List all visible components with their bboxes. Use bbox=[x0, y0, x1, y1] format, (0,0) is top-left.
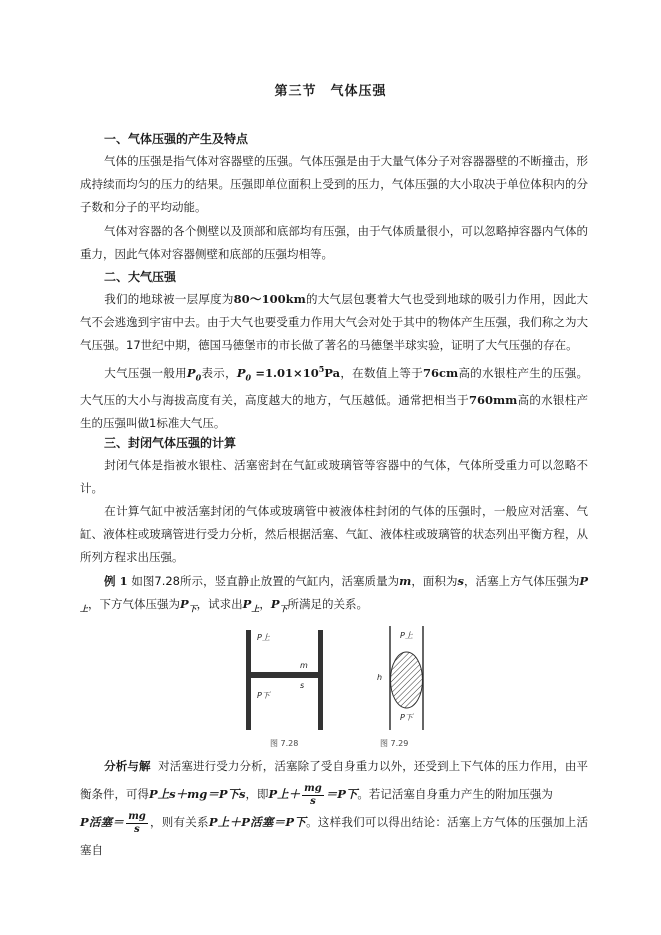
example-p-upper-2: $P_上$ bbox=[242, 597, 260, 614]
paragraph-2 bbox=[80, 220, 588, 266]
example-m: m bbox=[399, 574, 412, 588]
paragraph-5 bbox=[80, 454, 588, 500]
fig1-label-s: s bbox=[300, 681, 305, 690]
paragraph-5-text: 封闭气体是指被水银柱、活塞密封在气缸或玻璃管等容器中的气体，气体所受重力可以忽略不计。 bbox=[80, 458, 588, 495]
liquid-column bbox=[391, 652, 423, 708]
paragraph-1-text: 气体的压强是指气体对容器壁的压强。气体压强是由于大量气体分子对容器器壁的不断撞击，形成持续而均匀的压力的结果。压强即单位面积上受到的压力，气体压强的大小取决于单位体积内的分子数和分子的平均动能。 bbox=[80, 154, 588, 214]
p4-text-i: 高的水银柱产生的压强。大气压的大小与海拔高度有关，高度越大的地方，气压越低。通常把相当于 bbox=[80, 365, 589, 408]
analysis-text-b: ，即 bbox=[245, 787, 269, 801]
fig1-caption: 图 7.28 bbox=[270, 739, 299, 748]
p4-text-k: 高的水银柱产生的压强叫做1标准大气压。 bbox=[80, 393, 588, 431]
example-p-lower-2: $P_下$ bbox=[270, 597, 288, 614]
figures bbox=[230, 622, 460, 752]
example-text-d: ，下方气体压强为 bbox=[88, 597, 180, 611]
p4-symbol-p0-b: $P_0$ bbox=[236, 365, 252, 383]
p4-76cm: 76cm bbox=[423, 365, 459, 380]
p3-text-a: 我们的地球被一层厚度为 bbox=[104, 292, 234, 306]
p3-bold-range: 80～100km bbox=[233, 292, 306, 306]
piston bbox=[251, 672, 318, 678]
analysis-eq3: P上＋P活塞＝P下 bbox=[208, 815, 307, 829]
paragraph-3 bbox=[80, 288, 588, 357]
fig1-label-bottom: P下 bbox=[257, 691, 270, 700]
analysis-text-d: ，则有关系 bbox=[149, 815, 209, 829]
p4-value: $=1.01\times 10^5Pa$ bbox=[251, 364, 341, 380]
figure-7-28 bbox=[246, 630, 323, 748]
fig2-caption: 图 7.29 bbox=[380, 739, 409, 748]
section-heading-2: 二、大气压强 bbox=[104, 270, 177, 284]
fig1-label-m: m bbox=[300, 661, 308, 670]
p4-text-c: 表示， bbox=[201, 365, 237, 380]
paragraph-1 bbox=[80, 150, 588, 219]
paragraph-2-text: 气体对容器的各个侧壁以及顶部和底部均有压强，由于气体质量很小，可以忽略掉容器内气体的重力，因此气体对容器侧壁和底部的压强均相等。 bbox=[80, 224, 588, 261]
example-p-upper: $P_上$ bbox=[80, 574, 589, 614]
fig2-label-h: h bbox=[377, 673, 383, 682]
paragraph-6-text: 在计算气缸中被活塞封闭的气体或玻璃管中被液体柱封闭的气体的压强时，一般应对活塞、气缸、液体柱或玻璃管进行受力分析，然后根据活塞、气缸、液体柱或玻璃管的状态列出平衡方程，从所列方程求出压强。 bbox=[80, 504, 588, 564]
example-text-e: ，试求出 bbox=[196, 597, 243, 611]
example-s: s bbox=[457, 574, 464, 588]
analysis-text-a: 对活塞进行受力分析，活塞除了受自身重力以外，还受到上下气体的压力作用，由平衡条件，可得 bbox=[80, 759, 589, 801]
p3-text-c: 的大气层包裹着大气也受到地球的吸引力作用，因此大气不会逃逸到宇宙中去。由于大气也要受重力作用大气会对处于其中的物体产生压强，我们称之为大气压强。17世纪中期，德国马德堡市的市长做了著名的马德堡半球实验，证明了大气压强的存在。 bbox=[80, 292, 588, 352]
page-title: 第三节 气体压强 bbox=[274, 84, 387, 99]
example-text-a: 如图7.28所示，竖直静止放置的气缸内，活塞质量为 bbox=[131, 574, 400, 588]
example-text-b: ，面积为 bbox=[411, 574, 458, 588]
cylinder-right-wall bbox=[318, 630, 323, 730]
p4-text-g: ，在数值上等于 bbox=[340, 365, 423, 380]
example-1: 例 1 如图7.28所示，竖直静止放置的气缸内，活塞质量为m，面积为s，活塞上方气体压强为$P_上$，下方气体压强为$P_下$，试求出$P_上$，$P_下$所满足的关系。 bbox=[80, 574, 589, 614]
paragraph-6 bbox=[80, 500, 588, 569]
example-text-c: ，活塞上方气体压强为 bbox=[463, 574, 580, 588]
example-label: 例 1 bbox=[104, 574, 128, 588]
p4-760mm: 760mm bbox=[468, 393, 518, 408]
figure-7-29 bbox=[377, 626, 423, 748]
analysis-p-huosai-def: P活塞＝ $\frac{mg}{s}$ bbox=[80, 810, 146, 835]
example-p-lower: $P_下$ bbox=[180, 597, 197, 614]
section-heading-1: 一、气体压强的产生及特点 bbox=[104, 132, 249, 146]
analysis-paragraph bbox=[80, 752, 588, 864]
analysis-label: 分析与解 bbox=[104, 759, 151, 773]
fig1-label-top: P上 bbox=[257, 633, 270, 642]
p4-text-a: 大气压强一般用 bbox=[104, 365, 187, 380]
example-text-f: 所满足的关系。 bbox=[287, 597, 368, 611]
analysis-text-e: 。这样我们可以得出结论：活塞上方气体的压强加上活塞自 bbox=[80, 815, 588, 857]
section-heading-3: 三、封闭气体压强的计算 bbox=[104, 436, 237, 450]
p4-symbol-p0-a: $P_0$ bbox=[186, 365, 202, 383]
fig2-label-top: P上 bbox=[400, 631, 413, 640]
fig2-label-bottom: P下 bbox=[400, 713, 413, 722]
analysis-eq1: P上s＋mg＝P下s bbox=[149, 787, 246, 801]
analysis-eq2: P上＋ $\frac{mg}{s}$ ＝P下 bbox=[268, 782, 358, 807]
analysis-text-c: 。若记活塞自身重力产生的附加压强为 bbox=[357, 787, 553, 801]
paragraph-4 bbox=[80, 358, 588, 435]
cylinder-left-wall bbox=[246, 630, 251, 730]
